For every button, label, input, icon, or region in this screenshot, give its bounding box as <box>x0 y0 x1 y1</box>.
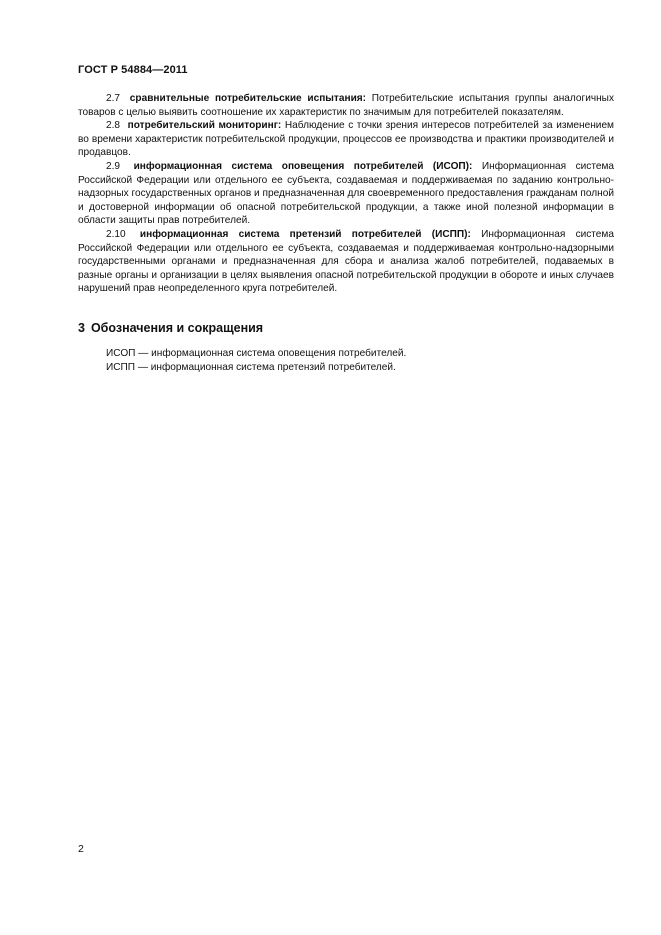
definition-number: 2.9 <box>106 160 121 172</box>
section-number: 3 <box>78 321 85 335</box>
page-number: 2 <box>78 843 84 855</box>
definition-2-7 <box>78 92 614 119</box>
definition-term: информационная система претензий потребителей (ИСПП): <box>139 228 471 240</box>
definition-text: Информационная система Российской Федерации или отдельного ее субъекта, создаваемая и поддерживаемая по заданию контрольно-надзорных государственных органов и предназначенная для своевременного предоставления гражданам полной и достоверной информации об опасной потребительской продукции, а также иной полезной информации в области защиты прав потребителей. <box>78 160 615 227</box>
definition-number: 2.8 <box>106 120 121 132</box>
definition-2-8 <box>78 119 614 160</box>
definition-number: 2.7 <box>106 93 121 104</box>
definition-term: сравнительные потребительские испытания: <box>129 93 367 104</box>
section-title: Обозначения и сокращения <box>90 321 264 335</box>
definition-number: 2.10 <box>106 228 126 240</box>
abbreviation-entry: ИСПП — информационная система претензий потребителей. <box>106 361 396 373</box>
definition-2-10 <box>78 228 614 296</box>
definition-2-9 <box>78 160 614 228</box>
abbreviation-entry: ИСОП — информационная система оповещения потребителей. <box>106 348 407 359</box>
definition-text: Наблюдение с точки зрения интересов потребителей за изменением во времени характеристик потребительской продукции, процессов ее производства и практики производителей и продавцов. <box>78 120 614 159</box>
definition-term: информационная система оповещения потребителей (ИСОП): <box>133 160 473 172</box>
definition-text: Потребительские испытания группы аналогичных товаров с целью выявить соотношение их характеристик по значимым для потребителей показателям. <box>78 93 614 118</box>
document-header <box>78 64 188 76</box>
definition-term: потребительский мониторинг: <box>127 120 282 132</box>
abbreviations-list <box>78 347 614 374</box>
definition-text: Информационная система Российской Федерации или отдельного ее субъекта, создаваемая и поддерживаемая контрольно-надзорными государственными органами и предназначенная для сбора и анализа жалоб потребителей, подаваемых в разные органы и организации в целях выявления опасной потребительской продукции в обороте и иных случаев нарушений прав неопределенного круга потребителей. <box>78 228 614 295</box>
definitions-block <box>78 92 614 296</box>
section-heading <box>78 321 263 335</box>
standard-id: ГОСТ Р 54884—2011 <box>78 64 188 76</box>
